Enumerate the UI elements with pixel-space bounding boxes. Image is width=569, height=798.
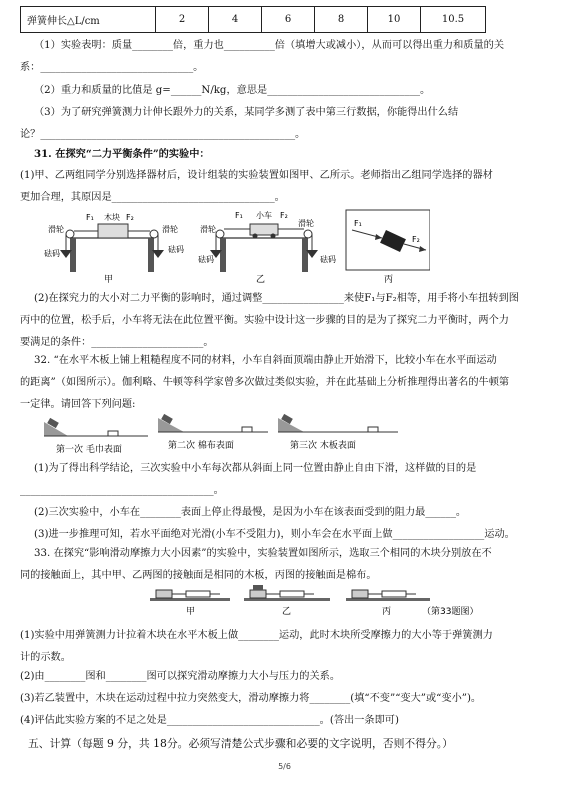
q33-intro-line1: 33. 在探究“影响滑动摩擦力大小因素”的实验中，实验装置如图所示，选取三个相同的木块分别放在不 (34, 548, 492, 559)
label-trial-1: 第一次 毛巾表面 (56, 445, 122, 455)
section-5-heading: 五、计算（每题 9 分，共 18分。必须写清楚公式步骤和必要的文字说明，否则不得分。） (28, 737, 453, 750)
q31-title: 31. 在探究“二力平衡条件”的实验中： (34, 148, 210, 160)
table-cell: 2 (156, 7, 209, 33)
label-pulley: 滑轮 (298, 219, 314, 228)
label-f1: F₁ (235, 211, 243, 220)
caption-bing: 丙 (384, 275, 394, 285)
label-trial-2: 第二次 棉布表面 (168, 441, 234, 451)
label-pulley: 滑轮 (48, 225, 64, 234)
q30-part1-line1: （1）实验表明：质量________倍，重力也__________倍（填增大或减小），从而可以得出重力和质量的关 (34, 40, 505, 51)
q32-intro-line3: 一定律。请回答下列问题: (20, 399, 136, 410)
q30-part1-line2: 系：______________________________。 (20, 62, 204, 73)
incline-1 (44, 418, 148, 455)
label-yi: 乙 (282, 607, 292, 617)
q33-part1-line1: (1)实验中用弹簧测力计拉着木块在水平木板上做________运动，此时木块所受摩擦力的大小等于弹簧测力 (20, 630, 493, 641)
label-weight: 砝码 (44, 249, 60, 258)
q33-part2: (2)由________图和________图可以探究滑动摩擦力大小与压力的关系。 (20, 671, 341, 682)
q30-part3-line1: （3）为了研究弹簧测力计伸长跟外力的关系，某同学多测了表中第三行数据，你能得出什么结 (34, 107, 459, 118)
figure-bing (346, 210, 430, 285)
q32-part1-line2: ______________________________________。 (20, 485, 224, 496)
q33-part4: (4)评估此实验方案的不足之处是______________________________。(答出一条即可) (20, 715, 399, 726)
q30-part2: （2）重力和质量的比值是 g=______N/kg，意思是______________________________。 (34, 85, 431, 96)
label-f1: F₁ (354, 219, 362, 228)
q33-figure (150, 584, 490, 618)
q32-intro-line1: 32. “在水平木板上铺上粗糙程度不同的材料，小车自斜面顶端由静止开始滑下，比较小车在水平面运动 (34, 355, 497, 366)
q33-part1-line2: 计的示数。 (20, 652, 71, 663)
label-weight: 砝码 (320, 255, 336, 264)
table-cell: 10.5 (421, 7, 486, 33)
q32-intro-line2: 的距离”（如图所示）。伽利略、牛顿等科学家曾多次做过类似实验，并在此基础上分析推理得出著名的牛顿第 (20, 377, 510, 388)
setup-bing (346, 590, 430, 617)
q33-intro-line2: 同的接触面上，其中甲、乙两图的接触面是相同的木板，丙图的接触面是棉布。 (20, 570, 377, 581)
q31-part2-line3: 要满足的条件：______________________。 (20, 337, 214, 348)
q32-part1-line1: (1)为了得出科学结论，三次实验中小车每次都从斜面上同一位置由静止自由下滑，这样做的目的是 (34, 463, 477, 474)
q31-part1-line1: (1)甲、乙两组同学分别选择器材后，设计组装的实验装置如图甲、乙所示。老师指出乙组同学选择的器材 (20, 170, 493, 181)
table-cell: 6 (262, 7, 315, 33)
figure-caption: （第33题图） (422, 607, 479, 617)
label-pulley: 滑轮 (200, 225, 216, 234)
label-f1: F₁ (86, 213, 94, 222)
q31-part2-line2: 丙中的位置，松手后，小车将无法在此位置平衡。实验中设计这一步骤的目的是为了探究二力平衡时，两个力 (20, 315, 509, 326)
label-pulley: 滑轮 (162, 225, 178, 234)
setup-yi (244, 585, 330, 617)
q32-part2: (2)三次实验中，小车在________表面上停止得最慢，是因为小车在该表面受到的阻力最______。 (34, 507, 467, 518)
label-f2: F₂ (126, 213, 134, 222)
label-jia: 甲 (186, 607, 196, 617)
q31-part1-line2: 更加合理，其原因是________________________________。 (20, 192, 285, 203)
label-weight: 砝码 (168, 245, 184, 254)
q32-part3: (3)进一步推理可知，若水平面绝对光滑(小车不受阻力)，则小车会在水平面上做__________________运动。 (34, 529, 515, 540)
label-cart: 小车 (256, 211, 272, 220)
label-f2: F₂ (412, 235, 420, 244)
table-cell: 10 (368, 7, 421, 33)
table-header-cell: 弹簧伸长△L/cm (21, 7, 156, 33)
label-block: 木块 (104, 213, 120, 222)
q31-part2-line1: (2)在探究力的大小对二力平衡的影响时，通过调整________________来使F₁与F₂相等，用手将小车扭转到图 (34, 293, 519, 304)
page-number: 5/6 (278, 762, 291, 771)
table-cell: 4 (209, 7, 262, 33)
q32-figure (28, 410, 408, 460)
label-weight: 砝码 (198, 255, 214, 264)
table-row (21, 7, 486, 33)
label-bing: 丙 (382, 607, 392, 617)
q31-figure (30, 204, 430, 286)
caption-yi: 乙 (256, 275, 266, 285)
figure-jia (44, 212, 184, 285)
label-trial-3: 第三次 木板表面 (290, 441, 356, 451)
incline-2 (158, 414, 268, 451)
q30-part3-line2: 论？__________________________________________________。 (20, 129, 306, 140)
figure-yi (198, 210, 336, 285)
setup-jia (150, 590, 230, 617)
q33-part3: (3)若乙装置中，木块在运动过程中拉力突然变大，滑动摩擦力将________(填“不变”“变大”或“变小”)。 (20, 693, 482, 704)
data-table (20, 6, 486, 33)
incline-3 (278, 414, 398, 451)
table-cell: 8 (315, 7, 368, 33)
caption-jia: 甲 (104, 275, 114, 285)
label-f2: F₂ (280, 211, 288, 220)
